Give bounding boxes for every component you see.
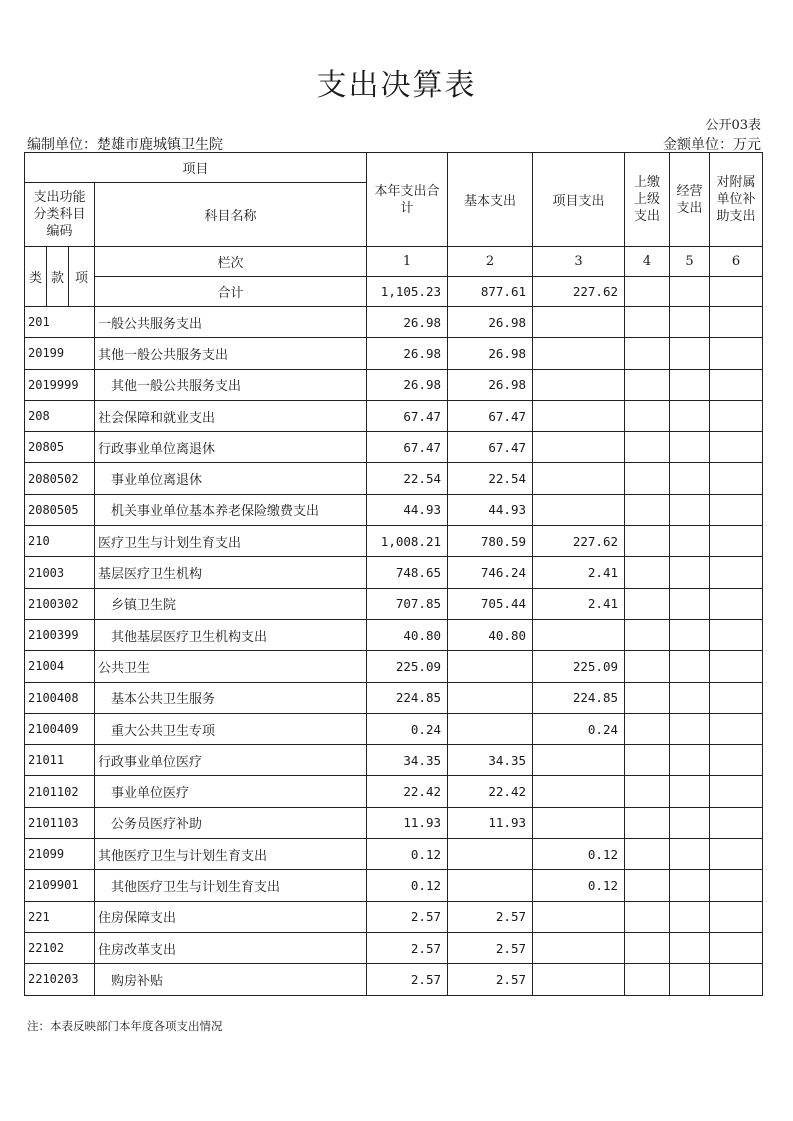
row-code: 2210203 <box>25 964 95 995</box>
table-row <box>25 839 763 870</box>
footnote: 注：本表反映部门本年度各项支出情况 <box>27 1019 223 1033</box>
row-code: 2080505 <box>25 494 95 525</box>
row-upper <box>625 964 670 995</box>
row-basic: 40.80 <box>448 619 533 650</box>
row-upper <box>625 807 670 838</box>
row-basic: 26.98 <box>448 338 533 369</box>
row-code: 22102 <box>25 932 95 963</box>
row-project <box>533 619 625 650</box>
row-business <box>670 307 710 338</box>
col-index-5: 5 <box>670 247 710 277</box>
row-total: 224.85 <box>367 682 448 713</box>
row-upper <box>625 619 670 650</box>
row-code: 21004 <box>25 651 95 682</box>
row-subsidy <box>710 651 763 682</box>
header-col-project: 项目支出 <box>533 153 625 247</box>
row-subsidy <box>710 307 763 338</box>
row-name: 其他医疗卫生与计划生育支出 <box>95 839 367 870</box>
row-basic <box>448 713 533 744</box>
row-code: 2100399 <box>25 619 95 650</box>
row-business <box>670 588 710 619</box>
row-name: 公务员医疗补助 <box>95 807 367 838</box>
form-code: 公开03表 <box>705 118 761 133</box>
row-basic: 705.44 <box>448 588 533 619</box>
row-basic: 67.47 <box>448 432 533 463</box>
row-basic: 26.98 <box>448 307 533 338</box>
row-basic: 2.57 <box>448 901 533 932</box>
row-basic: 780.59 <box>448 526 533 557</box>
header-subject-name: 科目名称 <box>95 183 367 247</box>
table-row <box>25 588 763 619</box>
table-row <box>25 338 763 369</box>
row-name: 乡镇卫生院 <box>95 588 367 619</box>
row-project: 2.41 <box>533 557 625 588</box>
row-business <box>670 338 710 369</box>
row-basic: 11.93 <box>448 807 533 838</box>
row-total: 0.24 <box>367 713 448 744</box>
row-subsidy <box>710 463 763 494</box>
total-project: 227.62 <box>533 277 625 307</box>
row-business <box>670 432 710 463</box>
row-name: 医疗卫生与计划生育支出 <box>95 526 367 557</box>
row-total: 22.54 <box>367 463 448 494</box>
row-project: 227.62 <box>533 526 625 557</box>
row-name: 基层医疗卫生机构 <box>95 557 367 588</box>
row-basic: 34.35 <box>448 745 533 776</box>
row-business <box>670 494 710 525</box>
row-basic <box>448 682 533 713</box>
row-business <box>670 526 710 557</box>
row-subsidy <box>710 494 763 525</box>
row-name: 机关事业单位基本养老保险缴费支出 <box>95 494 367 525</box>
row-name: 其他一般公共服务支出 <box>95 369 367 400</box>
header-col-basic: 基本支出 <box>448 153 533 247</box>
table-row <box>25 713 763 744</box>
row-upper <box>625 682 670 713</box>
row-business <box>670 807 710 838</box>
row-upper <box>625 338 670 369</box>
row-basic: 22.54 <box>448 463 533 494</box>
header-xiang: 项 <box>69 247 95 307</box>
table-row <box>25 400 763 431</box>
row-name: 一般公共服务支出 <box>95 307 367 338</box>
row-total: 44.93 <box>367 494 448 525</box>
row-project: 0.24 <box>533 713 625 744</box>
row-business <box>670 713 710 744</box>
row-code: 210 <box>25 526 95 557</box>
header-lei: 类 <box>25 247 47 307</box>
row-subsidy <box>710 682 763 713</box>
row-name: 重大公共卫生专项 <box>95 713 367 744</box>
row-subsidy <box>710 932 763 963</box>
row-business <box>670 901 710 932</box>
header-func-code: 支出功能分类科目编码 <box>25 183 95 247</box>
row-subsidy <box>710 369 763 400</box>
row-project <box>533 901 625 932</box>
row-project <box>533 807 625 838</box>
row-business <box>670 369 710 400</box>
row-basic: 26.98 <box>448 369 533 400</box>
row-project: 225.09 <box>533 651 625 682</box>
row-name: 行政事业单位医疗 <box>95 745 367 776</box>
row-basic: 2.57 <box>448 964 533 995</box>
row-basic <box>448 839 533 870</box>
row-subsidy <box>710 839 763 870</box>
row-project <box>533 307 625 338</box>
row-subsidy <box>710 745 763 776</box>
row-total: 748.65 <box>367 557 448 588</box>
row-total: 2.57 <box>367 901 448 932</box>
total-basic: 877.61 <box>448 277 533 307</box>
row-upper <box>625 839 670 870</box>
row-total: 2.57 <box>367 964 448 995</box>
col-index-6: 6 <box>710 247 763 277</box>
row-total: 26.98 <box>367 369 448 400</box>
row-business <box>670 839 710 870</box>
row-name: 事业单位医疗 <box>95 776 367 807</box>
header-col-total: 本年支出合计 <box>367 153 448 247</box>
row-total: 67.47 <box>367 432 448 463</box>
row-code: 20199 <box>25 338 95 369</box>
row-subsidy <box>710 964 763 995</box>
header-col-upper: 上缴上级支出 <box>625 153 670 247</box>
row-name: 行政事业单位离退休 <box>95 432 367 463</box>
row-basic: 22.42 <box>448 776 533 807</box>
row-upper <box>625 713 670 744</box>
col-index-1: 1 <box>367 247 448 277</box>
row-upper <box>625 463 670 494</box>
row-name: 其他一般公共服务支出 <box>95 338 367 369</box>
row-project <box>533 338 625 369</box>
page-title: 支出决算表 <box>316 68 477 103</box>
row-business <box>670 651 710 682</box>
row-business <box>670 776 710 807</box>
row-code: 21003 <box>25 557 95 588</box>
row-project: 0.12 <box>533 870 625 901</box>
expenditure-table <box>24 152 763 996</box>
row-subsidy <box>710 557 763 588</box>
row-project <box>533 369 625 400</box>
row-name: 事业单位离退休 <box>95 463 367 494</box>
total-upper <box>625 277 670 307</box>
row-project <box>533 745 625 776</box>
row-upper <box>625 526 670 557</box>
table-row <box>25 619 763 650</box>
row-name: 住房改革支出 <box>95 932 367 963</box>
table-row <box>25 526 763 557</box>
table-row <box>25 307 763 338</box>
table-row <box>25 463 763 494</box>
total-amount: 1,105.23 <box>367 277 448 307</box>
col-index-4: 4 <box>625 247 670 277</box>
row-project: 0.12 <box>533 839 625 870</box>
row-subsidy <box>710 870 763 901</box>
table-row <box>25 651 763 682</box>
row-code: 2019999 <box>25 369 95 400</box>
row-total: 225.09 <box>367 651 448 682</box>
row-upper <box>625 870 670 901</box>
row-basic <box>448 870 533 901</box>
row-upper <box>625 400 670 431</box>
row-code: 208 <box>25 400 95 431</box>
row-code: 221 <box>25 901 95 932</box>
row-subsidy <box>710 338 763 369</box>
row-subsidy <box>710 619 763 650</box>
row-code: 201 <box>25 307 95 338</box>
table-row <box>25 369 763 400</box>
row-business <box>670 400 710 431</box>
row-total: 22.42 <box>367 776 448 807</box>
row-total: 26.98 <box>367 338 448 369</box>
row-project <box>533 932 625 963</box>
row-code: 2080502 <box>25 463 95 494</box>
table-body <box>25 307 763 996</box>
header-kuan: 款 <box>47 247 69 307</box>
row-business <box>670 682 710 713</box>
row-upper <box>625 307 670 338</box>
row-basic: 67.47 <box>448 400 533 431</box>
row-business <box>670 964 710 995</box>
row-subsidy <box>710 776 763 807</box>
row-subsidy <box>710 432 763 463</box>
row-subsidy <box>710 901 763 932</box>
row-project <box>533 494 625 525</box>
table-row <box>25 901 763 932</box>
header-col-subsidy: 对附属单位补助支出 <box>710 153 763 247</box>
total-label: 合计 <box>95 277 367 307</box>
table-row <box>25 807 763 838</box>
row-name: 其他医疗卫生与计划生育支出 <box>95 870 367 901</box>
row-name: 购房补贴 <box>95 964 367 995</box>
row-upper <box>625 494 670 525</box>
row-business <box>670 870 710 901</box>
row-project <box>533 463 625 494</box>
row-name: 社会保障和就业支出 <box>95 400 367 431</box>
row-basic <box>448 651 533 682</box>
row-project <box>533 964 625 995</box>
row-basic: 746.24 <box>448 557 533 588</box>
row-upper <box>625 932 670 963</box>
row-total: 34.35 <box>367 745 448 776</box>
table-row <box>25 682 763 713</box>
row-upper <box>625 651 670 682</box>
row-code: 2101102 <box>25 776 95 807</box>
amount-unit: 金额单位：万元 <box>663 137 761 153</box>
row-upper <box>625 432 670 463</box>
row-upper <box>625 557 670 588</box>
row-code: 2100302 <box>25 588 95 619</box>
row-code: 2109901 <box>25 870 95 901</box>
row-upper <box>625 588 670 619</box>
row-subsidy <box>710 713 763 744</box>
row-total: 67.47 <box>367 400 448 431</box>
row-name: 住房保障支出 <box>95 901 367 932</box>
table-row <box>25 432 763 463</box>
row-code: 2100408 <box>25 682 95 713</box>
row-upper <box>625 901 670 932</box>
col-index-3: 3 <box>533 247 625 277</box>
table-row <box>25 964 763 995</box>
row-total: 2.57 <box>367 932 448 963</box>
row-upper <box>625 369 670 400</box>
row-code: 2100409 <box>25 713 95 744</box>
row-project <box>533 400 625 431</box>
row-upper <box>625 776 670 807</box>
table-row <box>25 745 763 776</box>
row-total: 0.12 <box>367 839 448 870</box>
row-name: 公共卫生 <box>95 651 367 682</box>
row-code: 21011 <box>25 745 95 776</box>
table-row <box>25 494 763 525</box>
row-basic: 44.93 <box>448 494 533 525</box>
total-business <box>670 277 710 307</box>
row-business <box>670 463 710 494</box>
table-row <box>25 776 763 807</box>
header-project: 项目 <box>25 153 367 183</box>
row-project <box>533 776 625 807</box>
table-row <box>25 557 763 588</box>
header-lanci: 栏次 <box>95 247 367 277</box>
row-business <box>670 557 710 588</box>
row-basic: 2.57 <box>448 932 533 963</box>
row-upper <box>625 745 670 776</box>
row-name: 基本公共卫生服务 <box>95 682 367 713</box>
row-code: 2101103 <box>25 807 95 838</box>
row-business <box>670 745 710 776</box>
table-row <box>25 932 763 963</box>
row-business <box>670 932 710 963</box>
col-index-2: 2 <box>448 247 533 277</box>
table-row <box>25 870 763 901</box>
row-total: 40.80 <box>367 619 448 650</box>
row-subsidy <box>710 526 763 557</box>
row-total: 0.12 <box>367 870 448 901</box>
row-total: 1,008.21 <box>367 526 448 557</box>
row-subsidy <box>710 807 763 838</box>
row-business <box>670 619 710 650</box>
total-subsidy <box>710 277 763 307</box>
reporting-unit: 编制单位：楚雄市鹿城镇卫生院 <box>27 137 223 153</box>
row-subsidy <box>710 400 763 431</box>
row-total: 11.93 <box>367 807 448 838</box>
row-project <box>533 432 625 463</box>
row-subsidy <box>710 588 763 619</box>
row-code: 20805 <box>25 432 95 463</box>
row-code: 21099 <box>25 839 95 870</box>
row-project: 2.41 <box>533 588 625 619</box>
row-project: 224.85 <box>533 682 625 713</box>
header-col-business: 经营支出 <box>670 153 710 247</box>
row-total: 707.85 <box>367 588 448 619</box>
row-total: 26.98 <box>367 307 448 338</box>
row-name: 其他基层医疗卫生机构支出 <box>95 619 367 650</box>
